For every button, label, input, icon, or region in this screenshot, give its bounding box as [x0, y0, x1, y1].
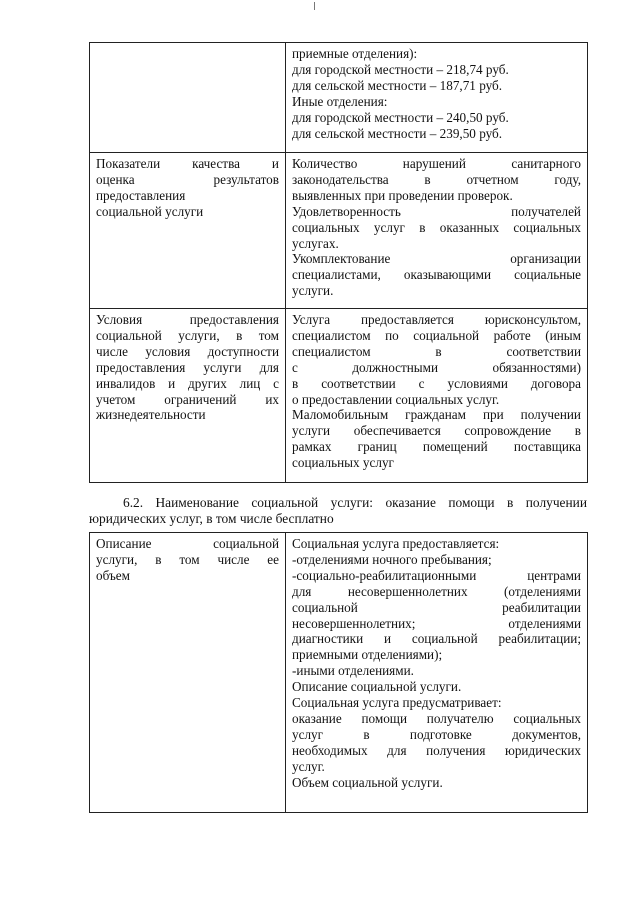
table-row-conditions — [90, 309, 588, 483]
table-row-tariffs — [90, 43, 588, 153]
text-line: оказание помощи получателю социальных — [292, 710, 581, 726]
legal-aid-service-table — [89, 532, 588, 813]
text-line: Количество нарушений санитарного — [292, 156, 581, 171]
text-line: -иными отделениями. — [292, 663, 414, 679]
text-line: услуг. — [292, 758, 325, 774]
label-line: Описание социальной — [96, 536, 279, 551]
text-line: услуги. — [292, 283, 334, 299]
text-line: социальных услуг в оказанных социальных — [292, 219, 581, 235]
text-line: приемными отделениями); — [292, 647, 443, 663]
row-label-cell-empty — [90, 43, 286, 153]
tariff-line: для городской местности – 240,50 руб. — [292, 109, 509, 125]
table-row-quality — [90, 153, 588, 309]
text-line: о предоставлении социальных услуг. — [292, 391, 500, 407]
text-line: Услуга предоставляется юрисконсультом, — [292, 312, 581, 327]
label-line: Условия предоставления — [96, 312, 279, 327]
text-line: для несовершеннолетних (отделениями — [292, 583, 581, 599]
text-line: социальных услуг — [292, 455, 394, 471]
conditions-text-cell — [286, 309, 588, 483]
text-line: специалистами, оказывающими социальные — [292, 267, 581, 283]
text-line: услуг в подготовке документов, — [292, 726, 581, 742]
tariff-line: Иные отделения: — [292, 93, 388, 109]
tariff-line: приемные отделения): — [292, 46, 418, 61]
section-heading-line: 6.2. Наименование социальной услуги: оказание помощи в получении — [123, 495, 587, 510]
text-line: несовершеннолетних; отделениями — [292, 615, 581, 631]
description-label-cell — [90, 533, 286, 813]
label-line: предоставления услуги для — [96, 359, 279, 375]
text-line: Описание социальной услуги. — [292, 679, 462, 695]
text-line: специалистом в соответствии — [292, 343, 581, 359]
text-line: Маломобильным гражданам при получении — [292, 407, 581, 423]
label-line: жизнедеятельности — [96, 407, 206, 423]
text-line: -социально-реабилитационными центрами — [292, 567, 581, 583]
text-line: законодательства в отчетном году, — [292, 171, 581, 187]
text-line: необходимых для получения юридических — [292, 742, 581, 758]
text-line: с должностными обязанностями) — [292, 359, 581, 375]
tariff-line: для сельской местности – 239,50 руб. — [292, 125, 503, 141]
text-line: Объем социальной услуги. — [292, 774, 443, 790]
text-line: рамках границ помещений поставщика — [292, 439, 581, 455]
text-line: Социальная услуга предоставляется: — [292, 536, 500, 551]
label-line: объем — [96, 567, 130, 583]
text-line: услуги обеспечивается сопровождение в — [292, 423, 581, 439]
description-text-cell — [286, 533, 588, 813]
section-6-2-heading — [89, 495, 587, 527]
tariff-line: для городской местности – 218,74 руб. — [292, 61, 509, 77]
tariff-line: для сельской местности – 187,71 руб. — [292, 77, 503, 93]
text-line: Укомплектование организации — [292, 251, 581, 267]
text-line: Социальная услуга предусматривает: — [292, 695, 502, 711]
label-line: предоставления — [96, 187, 186, 203]
page-top-mark — [314, 2, 315, 10]
section-heading-line: юридических услуг, в том числе бесплатно — [89, 511, 334, 526]
text-line: -отделениями ночного пребывания; — [292, 551, 492, 567]
quality-label-cell — [90, 153, 286, 309]
text-line: в соответствии с условиями договора — [292, 375, 581, 391]
label-line: Показатели качества и — [96, 156, 279, 171]
text-line: специалистом по социальной работе (иным — [292, 327, 581, 343]
text-line: Удовлетворенность получателей — [292, 203, 581, 219]
services-table-continued — [89, 42, 588, 483]
label-line: оценка результатов — [96, 171, 279, 187]
tariff-values-cell — [286, 43, 588, 153]
conditions-label-cell — [90, 309, 286, 483]
quality-indicators-cell — [286, 153, 588, 309]
label-line: социальной услуги — [96, 203, 204, 219]
label-line: услуги, в том числе ее — [96, 551, 279, 567]
label-line: социальной услуги, в том — [96, 327, 279, 343]
label-line: инвалидов и других лиц с — [96, 375, 279, 391]
text-line: выявленных при проведении проверок. — [292, 187, 513, 203]
text-line: услугах. — [292, 235, 339, 251]
text-line: диагностики и социальной реабилитации; — [292, 631, 581, 647]
label-line: числе условия доступности — [96, 343, 279, 359]
label-line: учетом ограничений их — [96, 391, 279, 407]
text-line: социальной реабилитации — [292, 599, 581, 615]
table-row-description — [90, 533, 588, 813]
